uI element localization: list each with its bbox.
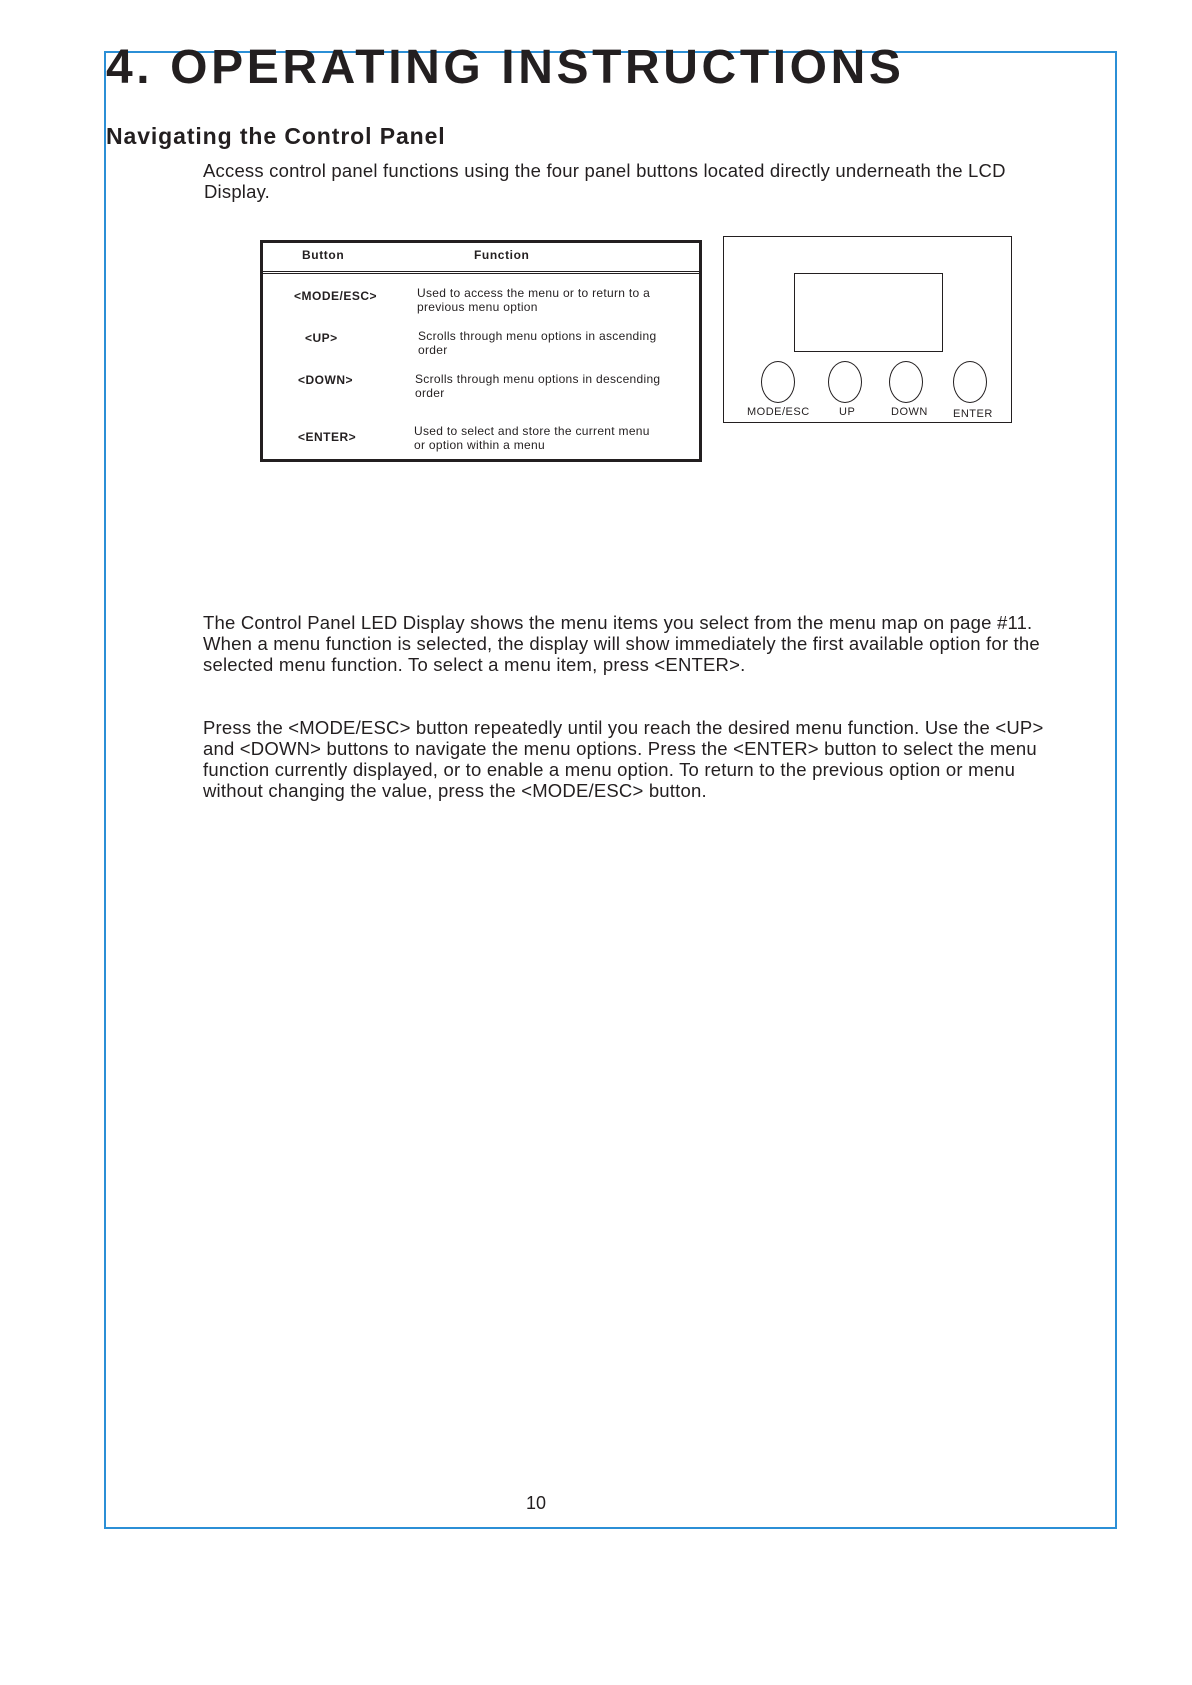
paragraph-line: When a menu function is selected, the display will show immediately the first available option for the xyxy=(203,633,1040,654)
mode-esc-button-circle xyxy=(761,361,795,403)
section-heading: Navigating the Control Panel xyxy=(106,123,446,149)
down-label: DOWN xyxy=(891,406,928,418)
up-button-circle xyxy=(828,361,862,403)
function-line: order xyxy=(418,343,448,357)
navigation-paragraph xyxy=(203,717,1043,801)
page-title: 4. OPERATING INSTRUCTIONS xyxy=(106,41,905,94)
paragraph-line: and <DOWN> buttons to navigate the menu options. Press the <ENTER> button to select the menu xyxy=(203,738,1037,759)
header-function: Function xyxy=(474,248,530,262)
table-cell-button: <MODE/ESC> xyxy=(294,289,378,303)
table-cell-button: <DOWN> xyxy=(298,373,354,387)
function-line: previous menu option xyxy=(417,300,538,314)
paragraph-line: without changing the value, press the <MODE/ESC> button. xyxy=(203,780,707,801)
function-line: Scrolls through menu options in ascending xyxy=(418,329,657,343)
function-line: Scrolls through menu options in descending xyxy=(415,372,661,386)
up-label: UP xyxy=(839,406,856,418)
paragraph-line: Press the <MODE/ESC> button repeatedly until you reach the desired menu function. Use the <UP> xyxy=(203,717,1044,738)
paragraph-line: selected menu function. To select a menu item, press <ENTER>. xyxy=(203,654,746,675)
intro-paragraph xyxy=(203,160,1006,202)
table-cell-button: <ENTER> xyxy=(298,430,357,444)
control-panel-diagram xyxy=(723,236,1012,423)
enter-button-circle xyxy=(953,361,987,403)
table-cell-function xyxy=(415,372,685,400)
intro-line: Display. xyxy=(204,181,271,202)
header-button: Button xyxy=(302,248,345,262)
table-header-row xyxy=(263,243,699,274)
lcd-display xyxy=(794,273,943,352)
enter-label: ENTER xyxy=(953,408,993,420)
intro-line: Access control panel functions using the four panel buttons located directly underneath the LCD xyxy=(203,160,1006,181)
table-cell-function xyxy=(417,286,687,314)
table-cell-button: <UP> xyxy=(305,331,338,345)
paragraph-line: The Control Panel LED Display shows the menu items you select from the menu map on page #11. xyxy=(203,612,1033,633)
table-cell-function xyxy=(418,329,688,357)
function-line: Used to access the menu or to return to a xyxy=(417,286,651,300)
table-cell-function xyxy=(414,424,684,452)
function-line: or option within a menu xyxy=(414,438,545,452)
function-line: order xyxy=(415,386,445,400)
paragraph-line: function currently displayed, or to enable a menu option. To return to the previous option or menu xyxy=(203,759,1016,780)
down-button-circle xyxy=(889,361,923,403)
function-line: Used to select and store the current menu xyxy=(414,424,650,438)
button-function-table xyxy=(260,240,702,462)
led-display-paragraph xyxy=(203,612,1040,675)
page-number: 10 xyxy=(526,1493,547,1513)
mode-esc-label: MODE/ESC xyxy=(747,406,810,418)
